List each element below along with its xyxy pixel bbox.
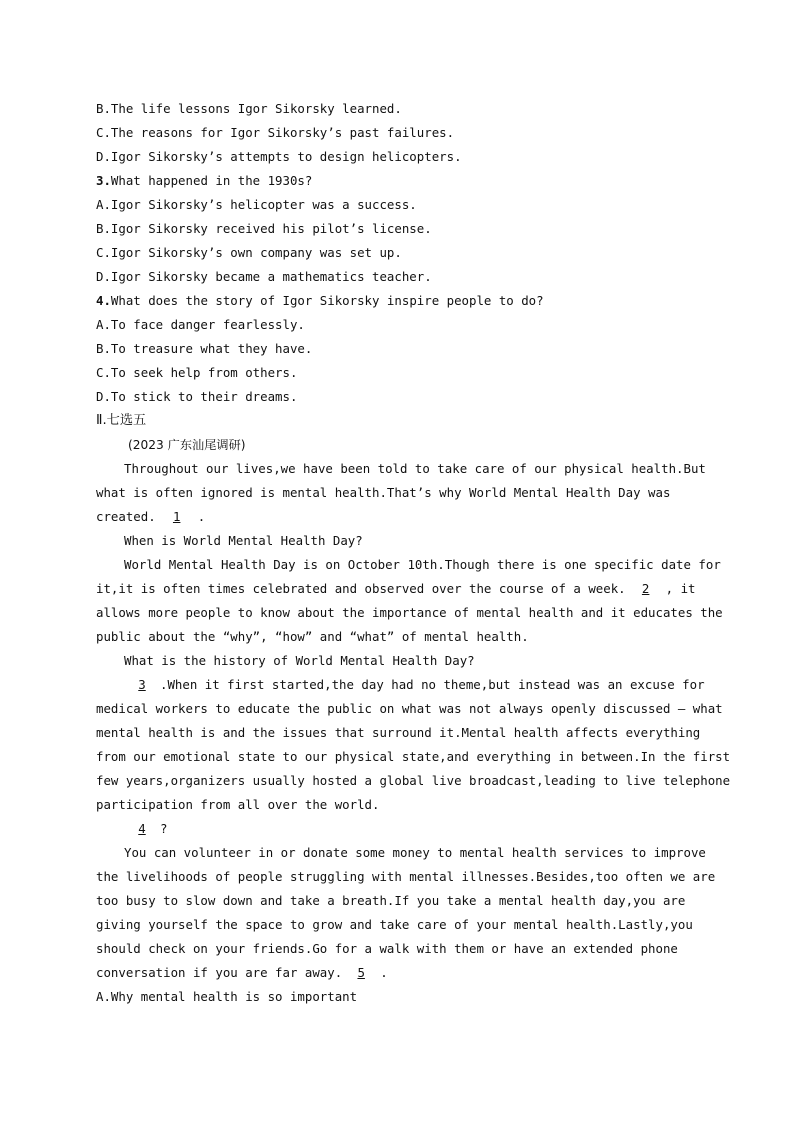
section-source: (2023 广东汕尾调研) <box>128 438 246 452</box>
passage-line: from our emotional state to our physical state,and everything in between.In the first <box>96 749 731 764</box>
q4-option-a: A.To face danger fearlessly. <box>96 317 305 332</box>
passage-line: World Mental Health Day is on October 10th.Though there is one specific date for <box>124 557 721 572</box>
q4-option-c: C.To seek help from others. <box>96 365 298 380</box>
blank-3: 3 <box>138 677 146 692</box>
passage-line: public about the “why”, “how” and “what” of mental health. <box>96 629 529 644</box>
q2-option-c: C.The reasons for Igor Sikorsky’s past failures. <box>96 125 455 140</box>
passage-text: . <box>197 509 206 524</box>
passage-subheading: What is the history of World Mental Health Day? <box>124 653 475 668</box>
q4-number: 4. <box>96 293 111 308</box>
q3-option-c: C.Igor Sikorsky’s own company was set up. <box>96 245 402 260</box>
passage-text: conversation if you are far away. <box>96 965 343 980</box>
passage-text: .When it first started,the day had no theme,but instead was an excuse for <box>160 677 705 692</box>
passage-text: . <box>380 965 388 980</box>
passage-line: mental health is and the issues that surround it.Mental health affects everything <box>96 725 701 740</box>
passage-text: created. <box>96 509 156 524</box>
passage-line <box>124 677 705 693</box>
q2-option-d: D.Igor Sikorsky’s attempts to design helicopters. <box>96 149 462 164</box>
passage-subheading: When is World Mental Health Day? <box>124 533 363 548</box>
passage-line <box>96 965 388 981</box>
passage-line: too busy to slow down and take a breath.If you take a mental health day,you are <box>96 893 686 908</box>
blank-2: 2 <box>641 581 650 596</box>
q3-number: 3. <box>96 173 111 188</box>
passage-text: it,it is often times celebrated and observed over the course of a week. <box>96 581 626 596</box>
blank-4: 4 <box>138 821 146 836</box>
passage-line: medical workers to educate the public on what was not always openly discussed — what <box>96 701 723 716</box>
q3-stem <box>96 173 312 189</box>
passage-line <box>96 509 205 525</box>
q4-option-b: B.To treasure what they have. <box>96 341 313 356</box>
q3-option-a: A.Igor Sikorsky’s helicopter was a success. <box>96 197 417 212</box>
q3-option-b: B.Igor Sikorsky received his pilot’s license. <box>96 221 432 236</box>
q4-option-d: D.To stick to their dreams. <box>96 389 298 404</box>
section-title: Ⅱ.七选五 <box>96 413 147 428</box>
passage-line: Throughout our lives,we have been told to take care of our physical health.But <box>124 461 706 476</box>
q3-option-d: D.Igor Sikorsky became a mathematics teacher. <box>96 269 432 284</box>
passage-text: , it <box>665 581 696 596</box>
passage-line: the livelihoods of people struggling with mental illnesses.Besides,too often we are <box>96 869 716 884</box>
q4-question: What does the story of Igor Sikorsky inspire people to do? <box>110 293 544 308</box>
passage-line: should check on your friends.Go for a walk with them or have an extended phone <box>96 941 678 956</box>
passage-line: few years,organizers usually hosted a global live broadcast,leading to live telephone <box>96 773 731 788</box>
passage-line: what is often ignored is mental health.That’s why World Mental Health Day was <box>96 485 671 500</box>
choice-a: A.Why mental health is so important <box>96 989 358 1004</box>
blank-1: 1 <box>172 509 181 524</box>
passage-subheading <box>124 821 167 837</box>
passage-line: allows more people to know about the importance of mental health and it educates the <box>96 605 723 620</box>
passage-line: participation from all over the world. <box>96 797 380 812</box>
q4-stem <box>96 293 544 309</box>
passage-line: You can volunteer in or donate some money to mental health services to improve <box>124 845 706 860</box>
q3-question: What happened in the 1930s? <box>110 173 313 188</box>
passage-line <box>96 581 696 597</box>
passage-text: ? <box>160 821 168 836</box>
passage-line: giving yourself the space to grow and take care of your mental health.Lastly,you <box>96 917 693 932</box>
blank-5: 5 <box>357 965 365 980</box>
q2-option-b: B.The life lessons Igor Sikorsky learned. <box>96 101 402 116</box>
